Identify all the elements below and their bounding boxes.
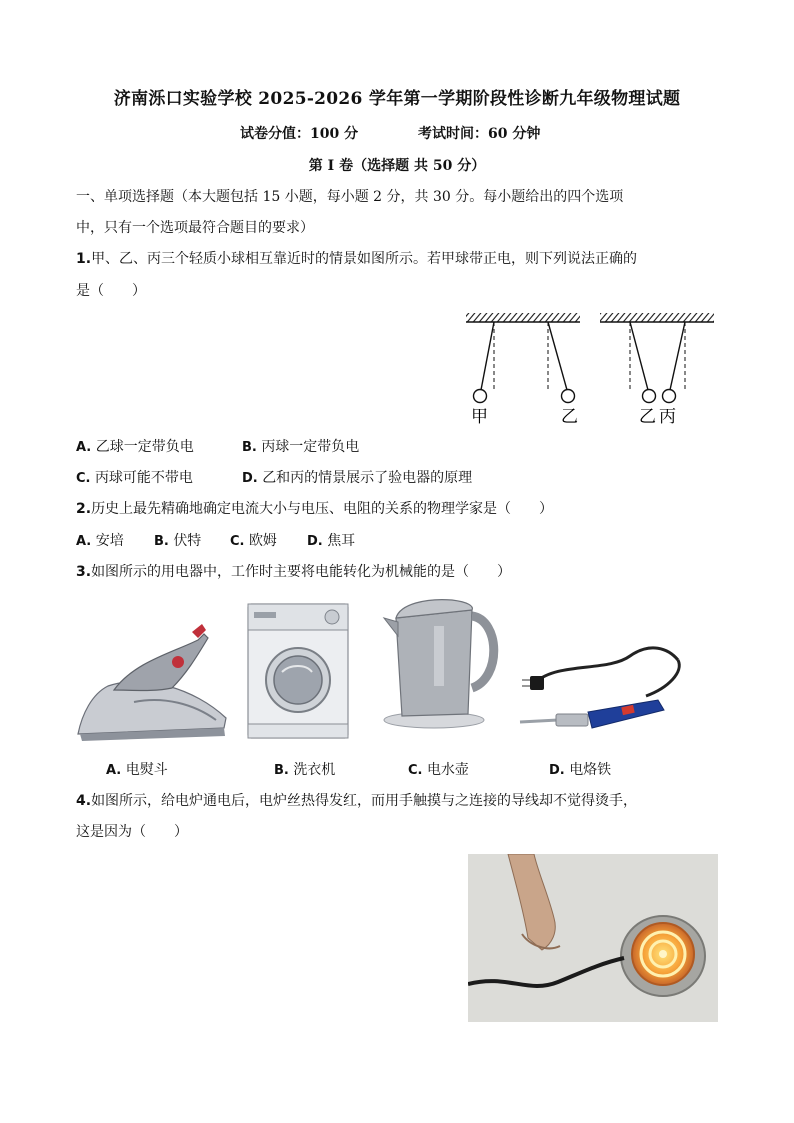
soldering-iron-image bbox=[518, 642, 684, 738]
electric-iron-image bbox=[74, 622, 234, 746]
thread bbox=[670, 322, 685, 390]
charged-balls-figure bbox=[460, 308, 722, 436]
electric-stove-photo bbox=[468, 854, 718, 1022]
thread bbox=[481, 322, 494, 390]
ceiling-hatch-left bbox=[466, 313, 580, 322]
q2-option-a[interactable]: A. 安培 bbox=[76, 533, 124, 549]
option-d[interactable]: D. 乙和丙的情景展示了验电器的原理 bbox=[242, 470, 473, 486]
question-4-line2: 这是因为（ ） bbox=[76, 824, 188, 840]
section-instruction-line2: 中，只有一个选项最符合题目的要求） bbox=[76, 220, 314, 236]
section-instruction-line1: 一、单项选择题（本大题包括 15 小题，每小题 2 分，共 30 分。每小题给出的四个选项 bbox=[76, 189, 624, 205]
washing-machine-image bbox=[246, 602, 352, 742]
electric-kettle-image bbox=[376, 596, 504, 730]
question-3: 3.如图所示的用电器中，工作时主要将电能转化为机械能的是（ ） bbox=[76, 564, 512, 580]
label-bing: 丙 bbox=[659, 407, 676, 427]
q2-option-b[interactable]: B. 伏特 bbox=[154, 533, 202, 549]
label-yi-2: 乙 bbox=[639, 407, 656, 427]
q3-option-d[interactable]: D. 电烙铁 bbox=[549, 762, 612, 778]
question-4-line1: 4.如图所示，给电炉通电后，电炉丝热得发红，而用手触摸与之连接的导线却不觉得烫手， bbox=[76, 793, 638, 809]
part-heading: 第 Ⅰ 卷（选择题 共 50 分） bbox=[308, 158, 486, 174]
thread bbox=[630, 322, 648, 390]
q2-option-c[interactable]: C. 欧姆 bbox=[230, 533, 277, 549]
ball-yi-2 bbox=[643, 390, 656, 403]
question-1-line1 bbox=[76, 248, 637, 268]
q3-option-c[interactable]: C. 电水壶 bbox=[408, 762, 469, 778]
exam-title: 济南泺口实验学校 2025-2026 学年第一学期阶段性诊断九年级物理试题 bbox=[113, 89, 681, 109]
label-jia: 甲 bbox=[471, 407, 488, 427]
option-b[interactable]: B. 丙球一定带负电 bbox=[242, 439, 360, 455]
q3-option-b[interactable]: B. 洗衣机 bbox=[274, 762, 336, 778]
q3-option-a[interactable]: A. 电熨斗 bbox=[106, 762, 168, 778]
ball-bing bbox=[663, 390, 676, 403]
question-1-text: 甲、乙、丙三个轻质小球相互靠近时的情景如图所示。若甲球带正电，则下列说法正确的 bbox=[91, 251, 638, 267]
question-2: 2.历史上最先精确地确定电流大小与电压、电阻的关系的物理学家是（ ） bbox=[76, 501, 554, 517]
option-c[interactable]: C. 丙球可能不带电 bbox=[76, 470, 193, 486]
thread bbox=[548, 322, 567, 390]
time-info: 考试时间：60 分钟 bbox=[418, 126, 541, 142]
question-1-line2: 是（ ） bbox=[76, 283, 146, 299]
ceiling-hatch-right bbox=[600, 313, 714, 322]
q2-option-d[interactable]: D. 焦耳 bbox=[307, 533, 356, 549]
label-yi: 乙 bbox=[561, 407, 578, 427]
ball-yi bbox=[562, 390, 575, 403]
option-a[interactable]: A. 乙球一定带负电 bbox=[76, 439, 194, 455]
question-number: 1. bbox=[76, 251, 92, 267]
ball-jia bbox=[474, 390, 487, 403]
score-info: 试卷分值：100 分 bbox=[240, 126, 359, 142]
